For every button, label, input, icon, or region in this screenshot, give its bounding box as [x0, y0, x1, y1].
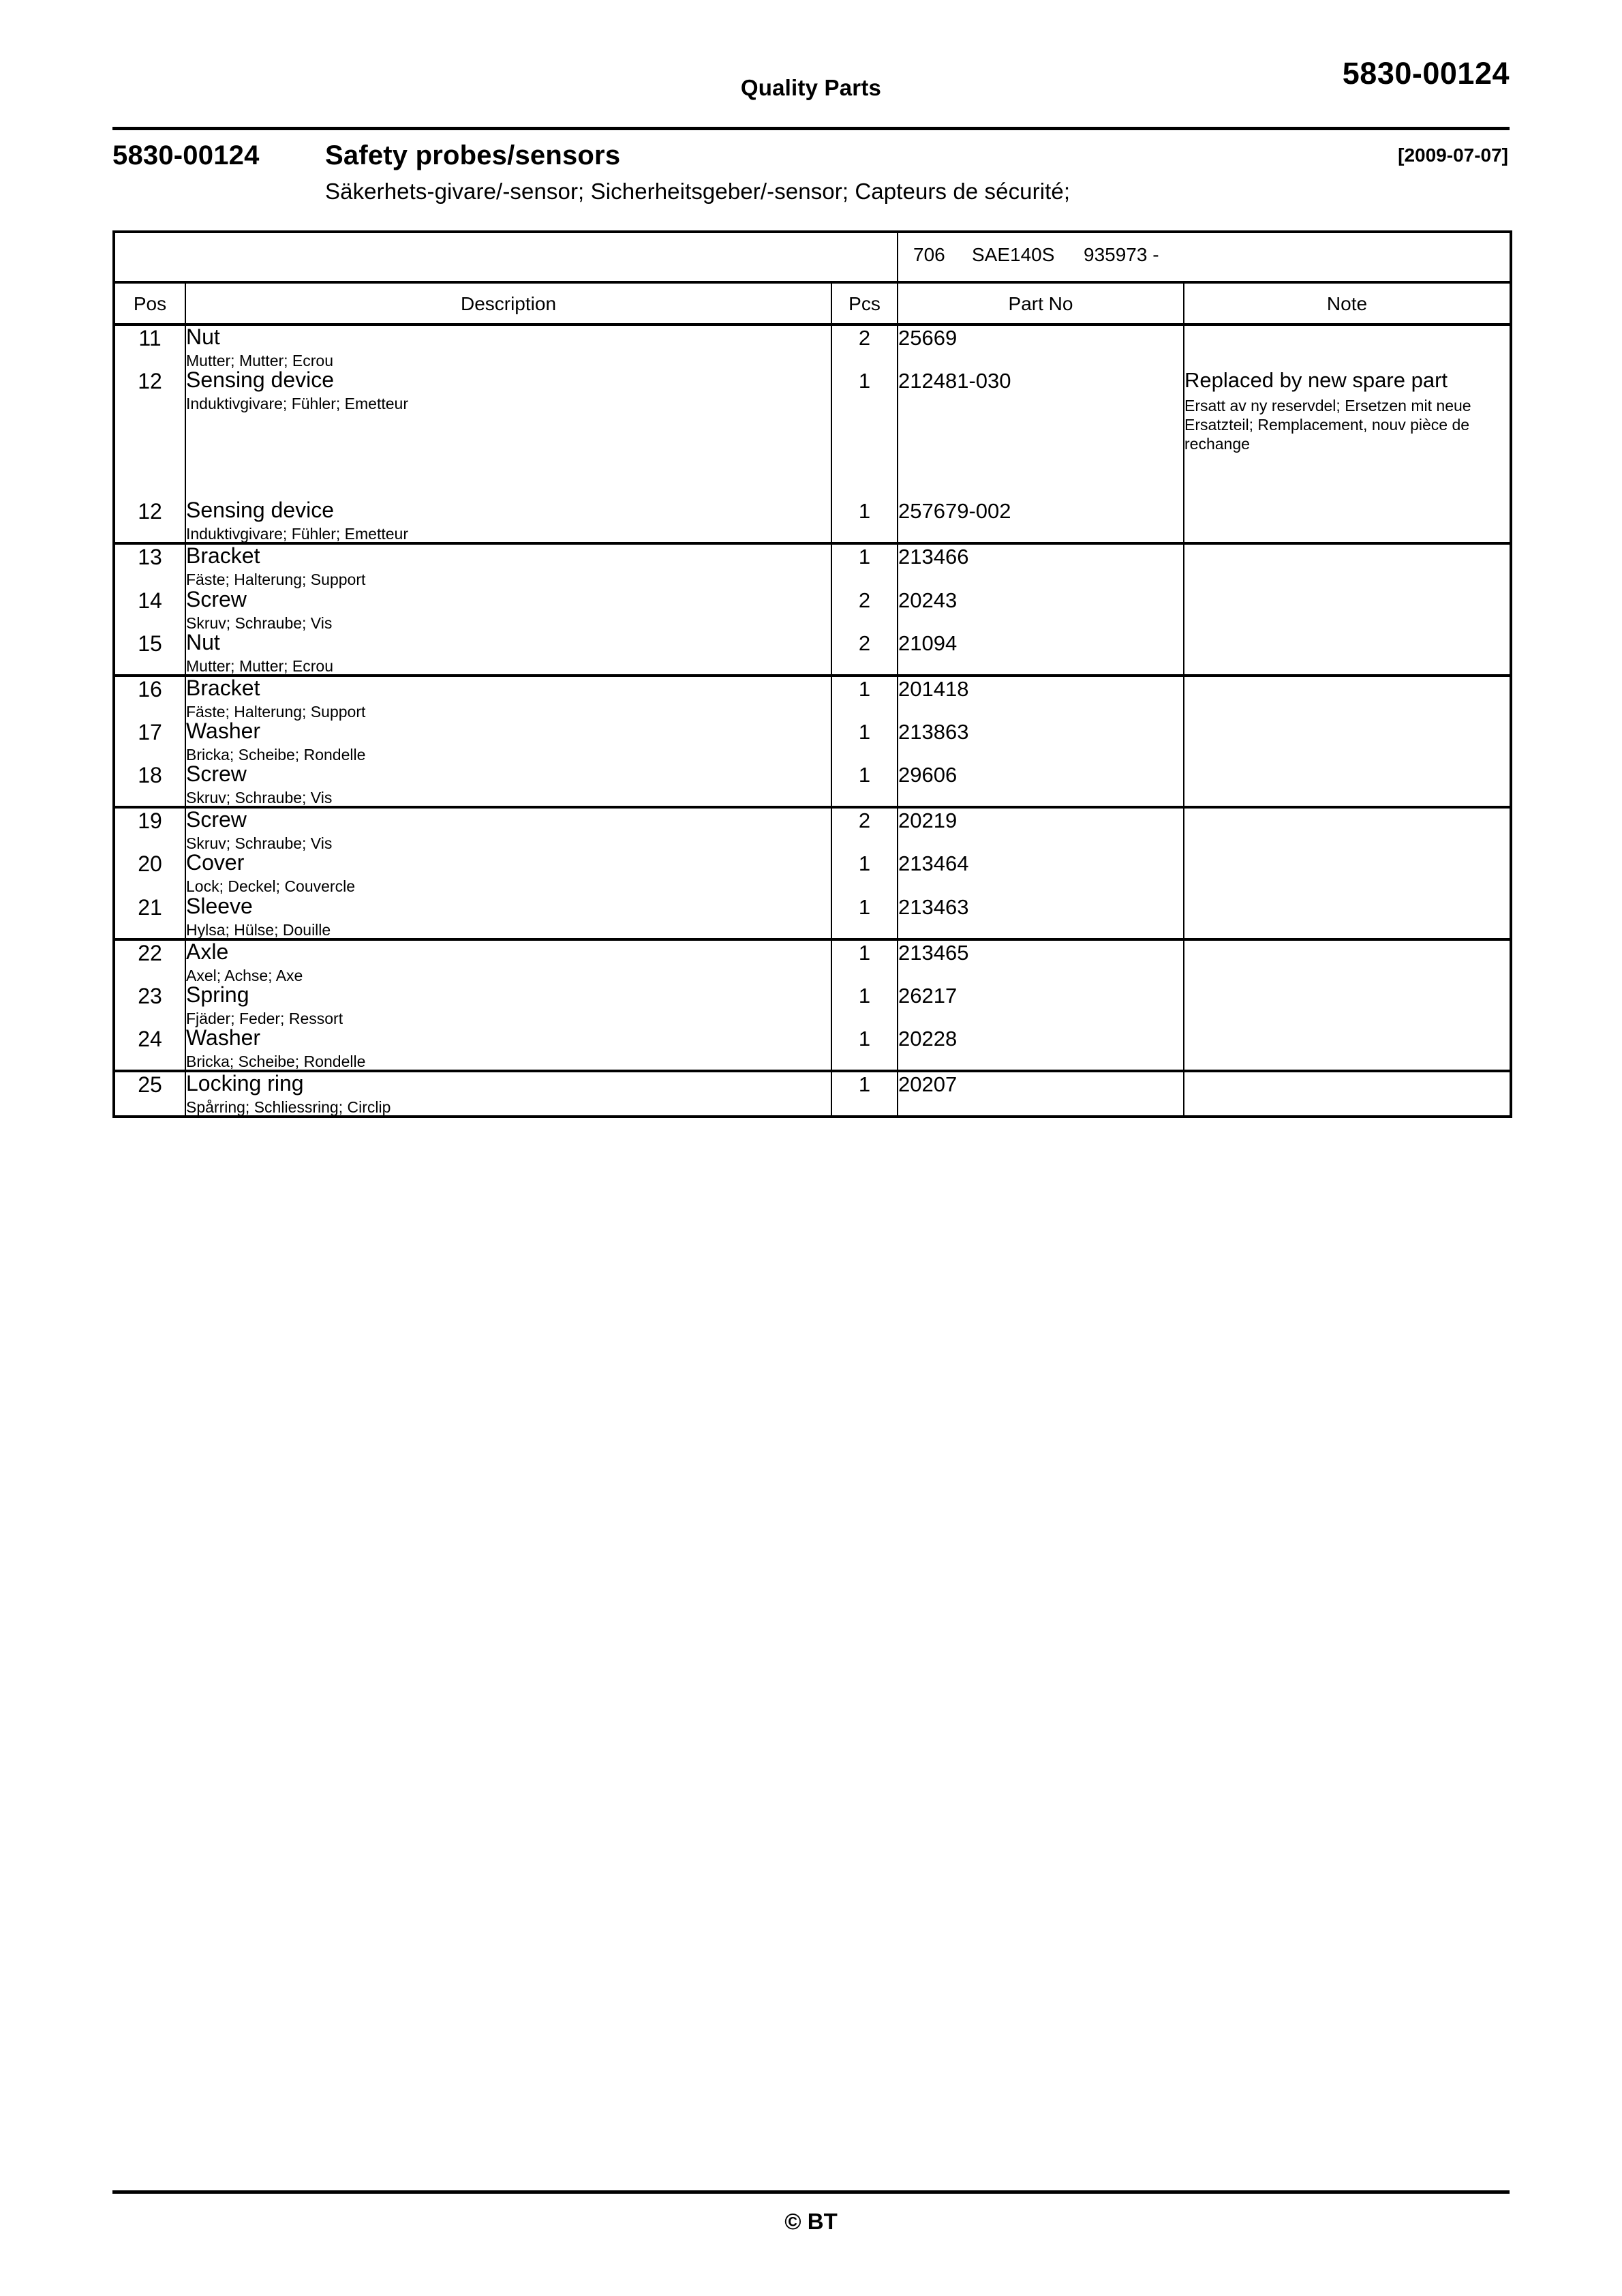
table-row	[114, 851, 1511, 894]
cell-note	[1184, 851, 1511, 894]
cell-description	[185, 895, 831, 939]
cell-pos: 12	[114, 369, 185, 499]
description-main: Locking ring	[186, 1071, 304, 1096]
cell-pos: 20	[114, 851, 185, 894]
cell-pcs: 1	[831, 1071, 898, 1117]
cell-pcs: 2	[831, 588, 898, 631]
cell-pcs: 1	[831, 499, 898, 543]
description-main: Screw	[186, 761, 247, 787]
column-header-pcs-label: Pcs	[848, 293, 881, 314]
description-translations: Hylsa; Hülse; Douille	[186, 920, 331, 939]
cell-note	[1184, 543, 1511, 588]
table-row	[114, 324, 1511, 369]
cell-part-no: 20207	[898, 1071, 1184, 1117]
title-row	[112, 140, 1510, 176]
cell-pcs: 1	[831, 895, 898, 939]
cell-pos: 23	[114, 984, 185, 1027]
description-translations: Skruv; Schraube; Vis	[186, 834, 333, 853]
cell-pos: 21	[114, 895, 185, 939]
cell-pos: 24	[114, 1027, 185, 1071]
cell-pos: 22	[114, 939, 185, 984]
description-main: Bracket	[186, 675, 260, 700]
cell-part-no: 213863	[898, 720, 1184, 763]
description-translations: Fäste; Halterung; Support	[186, 571, 366, 589]
cell-pcs: 1	[831, 720, 898, 763]
cell-pos: 15	[114, 631, 185, 676]
cell-note	[1184, 1027, 1511, 1071]
cell-pcs: 2	[831, 324, 898, 369]
cell-pcs: 1	[831, 939, 898, 984]
cell-description	[185, 984, 831, 1027]
running-header	[112, 56, 1510, 116]
cell-pcs: 1	[831, 369, 898, 499]
table-row	[114, 939, 1511, 984]
description-translations: Spårring; Schliessring; Circlip	[186, 1098, 391, 1117]
description-main: Sensing device	[186, 498, 335, 523]
column-header-pos-label: Pos	[133, 293, 167, 314]
cell-part-no: 20243	[898, 588, 1184, 631]
cell-description	[185, 1027, 831, 1071]
cell-part-no: 213466	[898, 543, 1184, 588]
description-main: Screw	[186, 586, 247, 611]
cell-pos: 19	[114, 807, 185, 851]
cell-part-no: 213465	[898, 939, 1184, 984]
table-row	[114, 543, 1511, 588]
running-header-title: Quality Parts	[740, 75, 882, 100]
footer-divider	[112, 2190, 1510, 2194]
table-row	[114, 807, 1511, 851]
model-serial-range: 935973 -	[1084, 244, 1159, 265]
cell-part-no: 213464	[898, 851, 1184, 894]
description-translations: Skruv; Schraube; Vis	[186, 614, 333, 632]
cell-pcs: 2	[831, 631, 898, 676]
cell-pos: 18	[114, 763, 185, 807]
column-header-pcs	[831, 282, 898, 324]
description-translations: Induktivgivare; Fühler; Emetteur	[186, 395, 408, 413]
cell-note	[1184, 369, 1511, 543]
cell-part-no: 25669	[898, 324, 1184, 369]
cell-description	[185, 676, 831, 720]
cell-description	[185, 763, 831, 807]
description-main: Washer	[186, 718, 261, 743]
column-header-note	[1184, 282, 1511, 324]
description-main: Cover	[186, 850, 245, 875]
table-row	[114, 984, 1511, 1027]
description-translations: Lock; Deckel; Couvercle	[186, 877, 355, 896]
cell-description	[185, 807, 831, 851]
revision-date: [2009-07-07]	[1398, 145, 1508, 166]
description-main: Washer	[186, 1025, 261, 1050]
table-row	[114, 720, 1511, 763]
description-main: Screw	[186, 807, 247, 832]
column-header-part-no-label: Part No	[1008, 293, 1073, 314]
table-row	[114, 895, 1511, 939]
cell-description	[185, 939, 831, 984]
cell-part-no: 201418	[898, 676, 1184, 720]
parts-table-wrapper	[112, 230, 1510, 1118]
cell-pcs: 1	[831, 543, 898, 588]
column-header-row	[114, 282, 1511, 324]
cell-part-no: 26217	[898, 984, 1184, 1027]
cell-part-no: 20219	[898, 807, 1184, 851]
title-block	[112, 140, 1510, 229]
model-band-cell	[898, 232, 1511, 282]
description-translations: Fäste; Halterung; Support	[186, 702, 366, 721]
cell-part-no: 213463	[898, 895, 1184, 939]
cell-pos: 16	[114, 676, 185, 720]
parts-table-body	[114, 232, 1511, 1117]
model-band-blank	[114, 232, 898, 282]
table-row	[114, 631, 1511, 676]
model-name: SAE140S	[972, 244, 1055, 265]
cell-pos: 17	[114, 720, 185, 763]
column-header-description-label: Description	[460, 293, 557, 314]
cell-note	[1184, 763, 1511, 807]
cell-pcs: 1	[831, 984, 898, 1027]
cell-description	[185, 324, 831, 369]
cell-note	[1184, 1071, 1511, 1117]
cell-pcs: 1	[831, 763, 898, 807]
note-main: Replaced by new spare part	[1184, 368, 1448, 393]
description-main: Nut	[186, 324, 220, 349]
cell-pos: 11	[114, 324, 185, 369]
cell-note	[1184, 720, 1511, 763]
cell-description	[185, 369, 831, 499]
description-main: Spring	[186, 982, 249, 1007]
table-row	[114, 763, 1511, 807]
cell-part-no: 21094	[898, 631, 1184, 676]
parts-table	[112, 230, 1512, 1118]
table-row	[114, 1027, 1511, 1071]
column-header-description	[185, 282, 831, 324]
cell-note	[1184, 588, 1511, 631]
cell-note	[1184, 807, 1511, 851]
cell-description	[185, 499, 831, 543]
table-row	[114, 588, 1511, 631]
cell-note	[1184, 939, 1511, 984]
column-header-pos	[114, 282, 185, 324]
description-translations: Mutter; Mutter; Ecrou	[186, 352, 334, 369]
table-row	[114, 369, 1511, 499]
description-main: Sleeve	[186, 893, 253, 918]
cell-pcs: 1	[831, 851, 898, 894]
cell-pcs: 1	[831, 676, 898, 720]
cell-pos: 14	[114, 588, 185, 631]
table-row	[114, 1071, 1511, 1117]
description-translations: Axel; Achse; Axe	[186, 966, 303, 984]
column-header-note-label: Note	[1326, 293, 1368, 314]
cell-part-no: 29606	[898, 763, 1184, 807]
note-translations: Ersatt av ny reservdel; Ersetzen mit neue Ersatzteil; Remplacement, nouv pièce de rechange	[1184, 396, 1471, 453]
description-main: Bracket	[186, 543, 260, 569]
cell-part-no: 20228	[898, 1027, 1184, 1071]
description-translations: Bricka; Scheibe; Rondelle	[186, 1052, 366, 1070]
cell-part-no: 212481-030	[898, 369, 1184, 499]
cell-note	[1184, 895, 1511, 939]
page-title: Safety probes/sensors	[325, 140, 621, 170]
cell-description	[185, 720, 831, 763]
cell-description	[185, 1071, 831, 1117]
cell-pos: 12	[114, 499, 185, 543]
cell-description	[185, 543, 831, 588]
cell-pos: 25	[114, 1071, 185, 1117]
description-translations: Induktivgivare; Fühler; Emetteur	[186, 525, 408, 543]
description-translations: Fjäder; Feder; Ressort	[186, 1009, 343, 1027]
cell-pcs: 2	[831, 807, 898, 851]
footer-copyright: © BT	[784, 2209, 838, 2234]
cell-description	[185, 851, 831, 894]
cell-part-no: 257679-002	[898, 499, 1184, 543]
column-header-part-no	[898, 282, 1184, 324]
page-title-code: 5830-00124	[112, 140, 260, 170]
description-main: Nut	[186, 629, 220, 654]
header-divider	[112, 127, 1510, 130]
cell-description	[185, 588, 831, 631]
cell-description	[185, 631, 831, 676]
cell-note	[1184, 676, 1511, 720]
description-translations: Mutter; Mutter; Ecrou	[186, 656, 334, 675]
cell-pos: 13	[114, 543, 185, 588]
cell-note	[1184, 324, 1511, 369]
table-row	[114, 676, 1511, 720]
model-number: 706	[913, 244, 945, 265]
description-translations: Skruv; Schraube; Vis	[186, 789, 333, 807]
cell-note	[1184, 631, 1511, 676]
description-main: Sensing device	[186, 367, 335, 393]
description-main: Axle	[186, 939, 229, 964]
description-translations: Bricka; Scheibe; Rondelle	[186, 745, 366, 764]
running-header-code: 5830-00124	[1342, 56, 1510, 91]
cell-note	[1184, 984, 1511, 1027]
model-band-row	[114, 232, 1511, 282]
cell-pcs: 1	[831, 1027, 898, 1071]
page-subtitle: Säkerhets-givare/-sensor; Sicherheitsgeber/-sensor; Capteurs de sécurité;	[325, 179, 1071, 204]
